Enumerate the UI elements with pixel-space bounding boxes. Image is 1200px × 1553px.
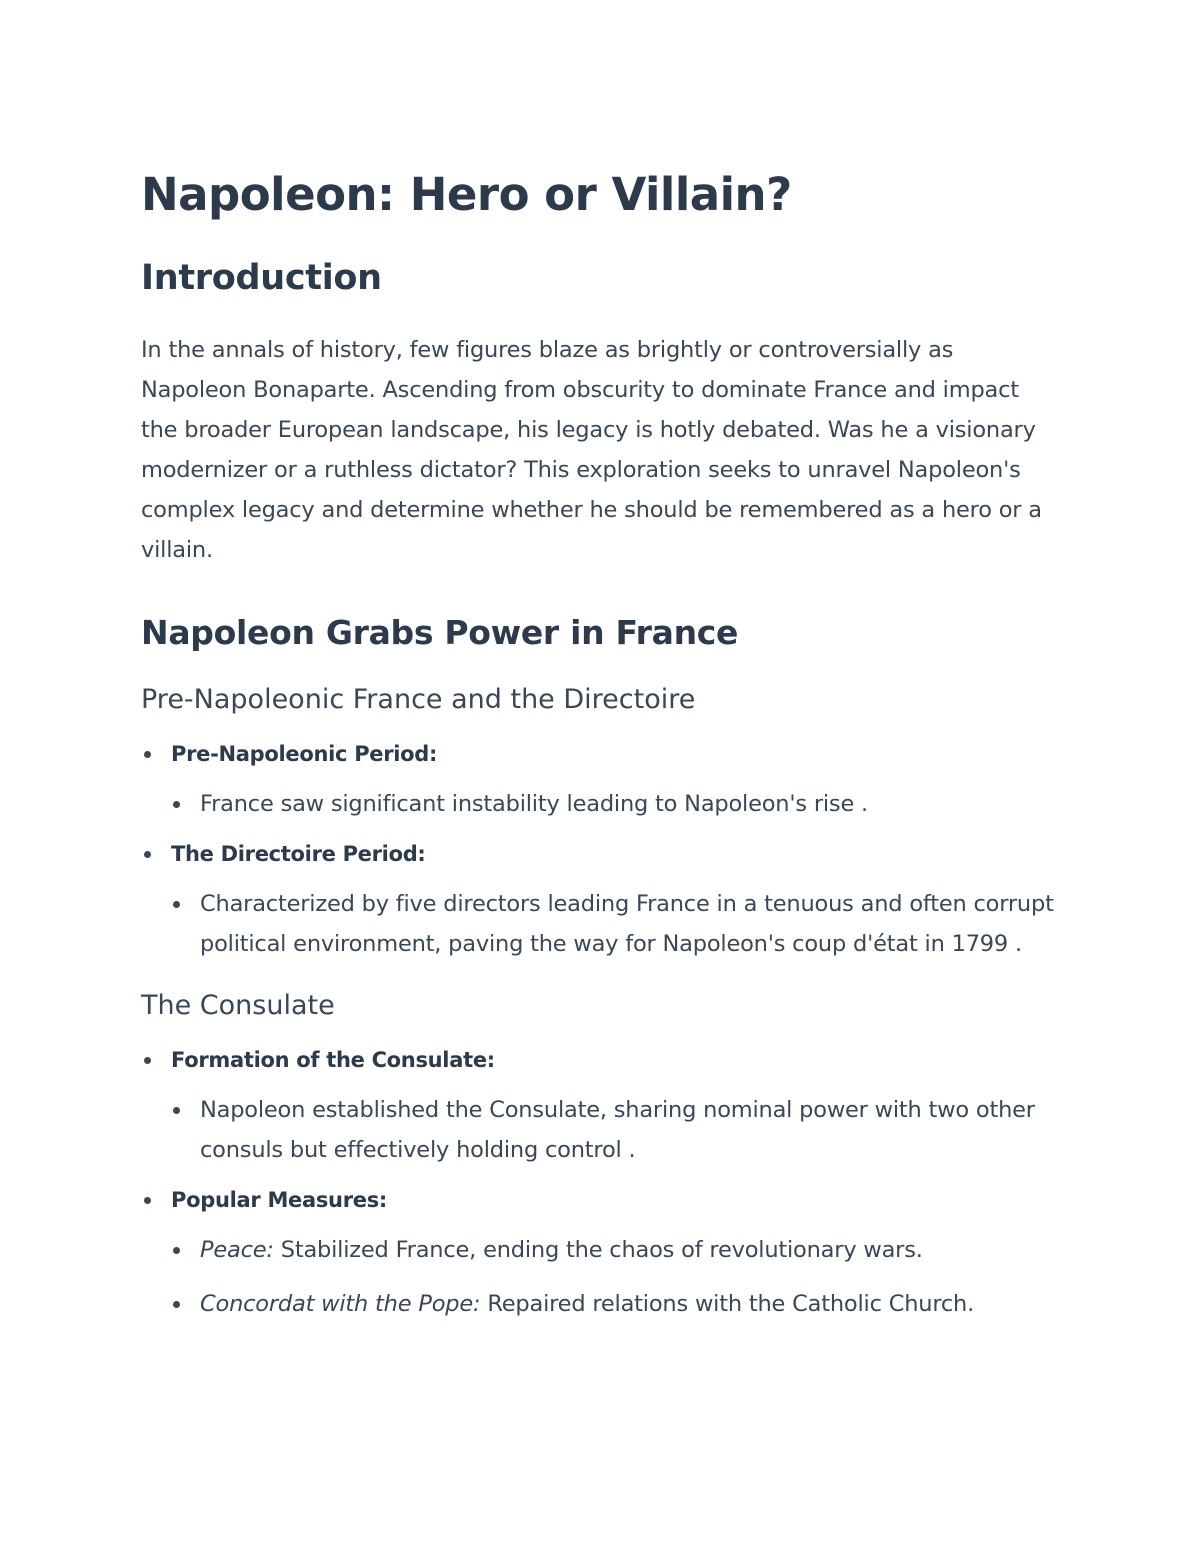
sub-list bbox=[171, 1230, 1061, 1324]
list-item-label: The Directoire Period: bbox=[171, 842, 426, 866]
document-title: Napoleon: Hero or Villain? bbox=[141, 168, 792, 221]
list-item-label: Formation of the Consulate: bbox=[171, 1048, 495, 1072]
bullet-icon bbox=[173, 1247, 180, 1254]
list-item bbox=[141, 836, 1061, 964]
sub-list-item bbox=[171, 1284, 1061, 1324]
sub-list-item bbox=[171, 784, 1061, 824]
list-item bbox=[141, 1182, 1061, 1324]
sub-list-item-text: Repaired relations with the Catholic Church. bbox=[480, 1291, 975, 1317]
sub-list-item-emphasis: Peace: bbox=[200, 1237, 274, 1263]
sub-list-item-text: Napoleon established the Consulate, sharing nominal power with two other consuls but effectively holding control . bbox=[200, 1097, 1035, 1163]
bullet-icon bbox=[144, 1057, 151, 1064]
bullet-icon bbox=[173, 1301, 180, 1308]
list-item-label: Pre-Napoleonic Period: bbox=[171, 742, 438, 766]
bullet-icon bbox=[173, 901, 180, 908]
consulate-list bbox=[141, 1042, 1061, 1324]
sub-list-item-text: Stabilized France, ending the chaos of revolutionary wars. bbox=[273, 1237, 923, 1263]
bullet-icon bbox=[144, 751, 151, 758]
bullet-icon bbox=[173, 801, 180, 808]
list-item-label: Popular Measures: bbox=[171, 1188, 387, 1212]
bullet-icon bbox=[173, 1107, 180, 1114]
bullet-icon bbox=[144, 1197, 151, 1204]
sub-list-item-text: Characterized by five directors leading France in a tenuous and often corrupt political environment, paving the way for Napoleon's coup d'état in 1799 . bbox=[200, 891, 1054, 957]
sub-list-item bbox=[171, 884, 1061, 964]
subsection-heading-directoire: Pre-Napoleonic France and the Directoire bbox=[141, 684, 696, 715]
sub-list bbox=[171, 784, 1061, 824]
sub-list bbox=[171, 1090, 1061, 1170]
directoire-list bbox=[141, 736, 1061, 964]
section-heading: Napoleon Grabs Power in France bbox=[141, 613, 739, 652]
sub-list-item bbox=[171, 1230, 1061, 1270]
list-item bbox=[141, 736, 1061, 824]
sub-list-item bbox=[171, 1090, 1061, 1170]
sub-list-item-emphasis: Concordat with the Pope: bbox=[200, 1291, 481, 1317]
introduction-paragraph: In the annals of history, few figures blaze as brightly or controversially as Napoleon Bonaparte. Ascending from obscurity to dominate France and impact the broader European landscape, his legacy is hotly debated. Was he a visionary modernizer or a ruthless dictator? This exploration seeks to unravel Napoleon's complex legacy and determine whether he should be remembered as a hero or a villain. bbox=[141, 337, 1042, 563]
bullet-icon bbox=[144, 851, 151, 858]
list-item bbox=[141, 1042, 1061, 1170]
sub-list-item-text: France saw significant instability leading to Napoleon's rise . bbox=[200, 791, 869, 817]
sub-list bbox=[171, 884, 1061, 964]
subsection-heading-consulate: The Consulate bbox=[141, 990, 335, 1021]
introduction-heading: Introduction bbox=[141, 258, 382, 298]
document-page bbox=[141, 168, 1061, 1324]
